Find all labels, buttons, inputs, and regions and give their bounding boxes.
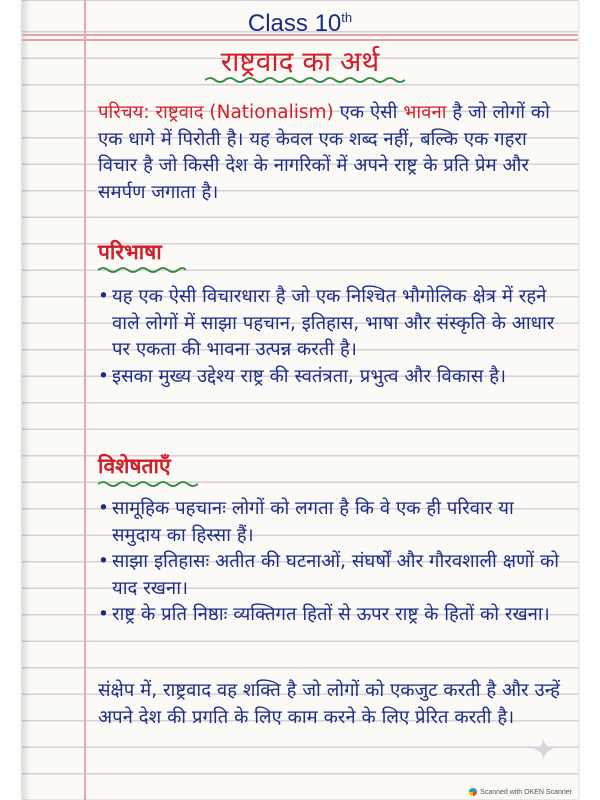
list-item: • राष्ट्र के प्रति निष्ठाः व्यक्तिगत हितों से ऊपर राष्ट्र के हितों को रखना। — [98, 602, 568, 629]
page-title: राष्ट्रवाद का अर्थ — [220, 45, 380, 78]
scanner-watermark — [469, 788, 572, 796]
class-title — [22, 10, 578, 38]
features-heading: विशेषताएँ — [98, 454, 171, 478]
intro-text-1: एक ऐसी — [333, 102, 404, 123]
list-item: • साझा इतिहासः अतीत की घटनाओं, संघर्षों और गौरवशाली क्षणों को याद रखना। — [98, 549, 568, 602]
scanner-logo-icon — [469, 788, 477, 796]
sparkle-icon: ✦ — [531, 733, 557, 768]
intro-paragraph — [98, 100, 568, 206]
notebook-page — [22, 0, 578, 800]
scanner-text: Scanned with OKEN Scanner — [480, 788, 572, 796]
intro-term: राष्ट्रवाद (Nationalism) — [155, 102, 334, 123]
intro-text-2: है जो लोगों को एक धागे में पिरोती है। यह केवल एक शब्द नहीं, बल्कि एक गहरा विचार है जो किसी देश के नागरिकों में अपने राष्ट्र के प्रति प्रेम और समर्पण जगाता है। — [98, 102, 550, 203]
features-list — [98, 496, 568, 629]
definition-heading: परिभाषा — [98, 240, 162, 264]
top-margin-line-2 — [22, 39, 578, 41]
left-margin-line — [84, 0, 86, 800]
summary-paragraph: संक्षेप में, राष्ट्रवाद वह शक्ति है जो लोगों को एकजुट करती है और उन्हें अपने देश की प्रगति के लिए काम करने के लिए प्रेरित करती है। — [98, 680, 560, 728]
list-item: • इसका मुख्य उद्देश्य राष्ट्र की स्वतंत्रता, प्रभुत्व और विकास है। — [98, 364, 568, 391]
class-superscript: th — [341, 10, 353, 25]
intro-colon: : — [143, 102, 156, 123]
list-item: • यह एक ऐसी विचारधारा है जो एक निश्चित भौगोलिक क्षेत्र में रहने वाले लोगों में साझा पहचान, इतिहास, भाषा और संस्कृति के आधार पर एकता की भावना उत्पन्न करती है। — [98, 284, 568, 364]
list-item: • सामूहिक पहचानः लोगों को लगता है कि वे एक ही परिवार या समुदाय का हिस्सा हैं। — [98, 496, 568, 549]
definition-underline — [98, 266, 186, 274]
page-edge-shadow — [22, 0, 30, 800]
definition-list — [98, 284, 568, 390]
class-label: Class 10 — [247, 10, 342, 37]
title-underline — [205, 76, 405, 84]
intro-label: परिचय — [98, 102, 144, 123]
features-underline — [98, 480, 198, 488]
intro-highlight: भावना — [403, 102, 447, 123]
